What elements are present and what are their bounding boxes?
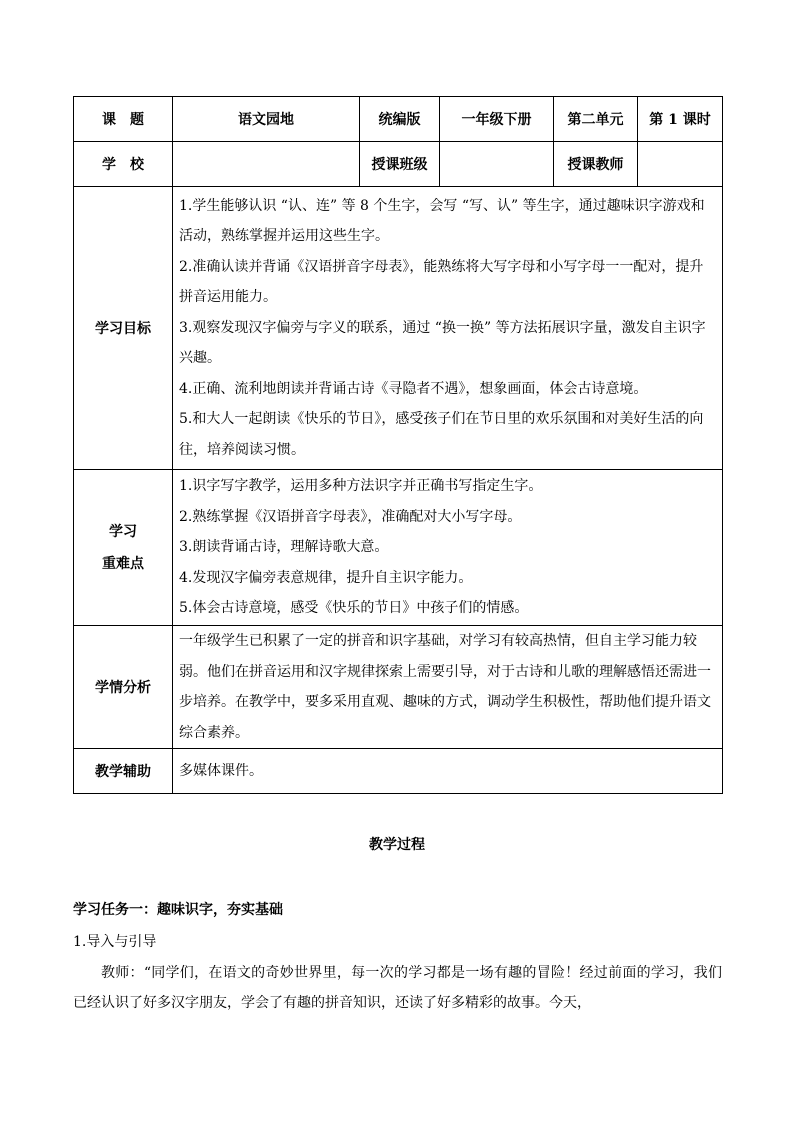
table-row-key-points — [74, 470, 723, 626]
process-paragraph: 教师：“同学们，在语文的奇妙世界里，每一次的学习都是一场有趣的冒险！经过前面的学习，我们已经认识了好多汉字朋友，学会了有趣的拼音知识，还读了好多精彩的故事。今天， — [73, 965, 722, 1011]
goal-item: 1.学生能够认识 “认、连” 等 8 个生字，会写 “写、认” 等生字，通过趣味识字游戏和活动，熟练掌握并运用这些生字。 — [179, 197, 705, 245]
goals-content — [173, 187, 723, 470]
goals-label: 学习目标 — [74, 187, 173, 470]
edition-value: 统编版 — [360, 97, 440, 142]
table-row-school — [74, 142, 723, 187]
key-point-item: 3.朗读背诵古诗，理解诗歌大意。 — [179, 539, 389, 556]
aids-content — [173, 749, 723, 794]
teacher-label: 授课教师 — [554, 142, 638, 187]
topic-label: 课 题 — [74, 97, 173, 142]
task-heading: 学习任务一：趣味识字，夯实基础 — [73, 902, 283, 918]
lesson-value: 第 1 课时 — [638, 97, 723, 142]
table-row-goals — [74, 187, 723, 470]
key-point-item: 4.发现汉字偏旁表意规律，提升自主识字能力。 — [179, 569, 473, 586]
grade-value: 一年级下册 — [440, 97, 554, 142]
key-points-label — [74, 470, 173, 626]
step-heading: 1.导入与引导 — [73, 934, 157, 950]
key-points-content — [173, 470, 723, 626]
aids-label: 教学辅助 — [74, 749, 173, 794]
unit-value: 第二单元 — [554, 97, 638, 142]
lesson-plan-table — [73, 96, 723, 794]
topic-value: 语文园地 — [173, 97, 360, 142]
key-point-item: 2.熟练掌握《汉语拼音字母表》，准确配对大小写字母。 — [179, 508, 522, 525]
process-title: 教学过程 — [369, 837, 425, 853]
analysis-content — [173, 626, 723, 749]
class-label: 授课班级 — [360, 142, 440, 187]
analysis-text: 一年级学生已积累了一定的拼音和识字基础，对学习有较高热情，但自主学习能力较弱。他们在拼音运用和汉字规律探索上需要引导，对于古诗和儿歌的理解感悟还需进一步培养。在教学中，要多采用直观、趣味的方式，调动学生积极性，帮助他们提升语文综合素养。 — [179, 633, 711, 741]
key-point-item: 1.识字写字教学，运用多种方法识字并正确书写指定生字。 — [179, 478, 543, 495]
goal-item: 4.正确、流利地朗读并背诵古诗《寻隐者不遇》，想象画面，体会古诗意境。 — [179, 380, 648, 397]
key-points-label-line1: 学习 — [109, 523, 137, 540]
teacher-value — [638, 142, 723, 187]
school-value — [173, 142, 360, 187]
class-value — [440, 142, 554, 187]
table-row-topic — [74, 97, 723, 142]
aids-text: 多媒体课件。 — [179, 762, 263, 779]
table-row-analysis — [74, 626, 723, 749]
goal-item: 2.准确认读并背诵《汉语拼音字母表》，能熟练将大写字母和小写字母一一配对，提升拼音运用能力。 — [179, 258, 704, 306]
key-points-label-line2: 重难点 — [102, 555, 144, 572]
goal-item: 5.和大人一起朗读《快乐的节日》，感受孩子们在节日里的欢乐氛围和对美好生活的向往，培养阅读习惯。 — [179, 411, 704, 458]
school-label: 学 校 — [74, 142, 173, 187]
goal-item: 3.观察发现汉字偏旁与字义的联系，通过 “换一换” 等方法拓展识字量，激发自主识字兴趣。 — [179, 319, 706, 367]
analysis-label: 学情分析 — [74, 626, 173, 749]
table-row-aids — [74, 749, 723, 794]
key-point-item: 5.体会古诗意境，感受《快乐的节日》中孩子们的情感。 — [179, 600, 529, 617]
